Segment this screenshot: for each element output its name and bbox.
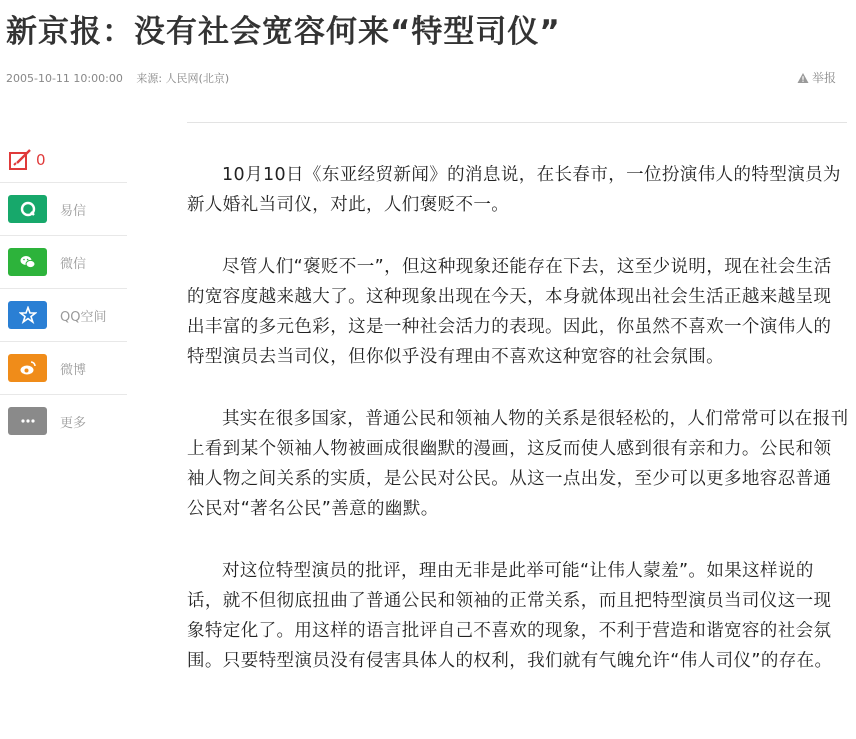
comment-count: 0	[36, 151, 46, 169]
article-paragraph: 对这位特型演员的批评，理由无非是此举可能“让伟人蒙羞”。如果这样说的话，就不但彻底扭曲了普通公民和领袖的正常关系，而且把特型演员当司仪这一现象特定化了。用这样的语言批评自己不喜欢的现象，不利于营造和谐宽容的社会氛围。只要特型演员没有侵害具体人的权利，我们就有气魄允许“伟人司仪”的存在。	[187, 561, 833, 671]
publish-date: 2005-10-11 10:00:00	[6, 72, 123, 85]
share-weibo[interactable]	[0, 342, 127, 395]
qzone-star-icon	[8, 301, 47, 329]
comment-edit-icon	[8, 147, 34, 173]
yixin-icon	[8, 195, 47, 223]
share-sidebar	[0, 138, 127, 447]
comment-button[interactable]	[0, 138, 127, 183]
share-qzone[interactable]	[0, 289, 127, 342]
article-meta	[6, 70, 239, 86]
share-wechat[interactable]	[0, 236, 127, 289]
share-label: 更多	[60, 415, 87, 431]
article-paragraph: 尽管人们“褒贬不一”，但这种现象还能存在下去，这至少说明，现在社会生活的宽容度越来越大了。这种现象出现在今天，本身就体现出社会生活正越来越呈现出丰富的多元色彩，这是一种社会活力的表现。因此，你虽然不喜欢一个演伟人的特型演员去当司仪，但你似乎没有理由不喜欢这种宽容的社会氛围。	[187, 257, 832, 367]
weibo-icon	[8, 354, 47, 382]
article-paragraph: 其实在很多国家，普通公民和领袖人物的关系是很轻松的，人们常常可以在报刊上看到某个领袖人物被画成很幽默的漫画，这反而使人感到很有亲和力。公民和领袖人物之间关系的实质，是公民对公民。从这一点出发，至少可以更多地容忍普通公民对“著名公民”善意的幽默。	[187, 409, 849, 519]
title-divider	[187, 122, 847, 123]
wechat-icon	[8, 248, 47, 276]
more-dots-icon	[8, 407, 47, 435]
article-title: 新京报：没有社会宽容何来“特型司仪”	[6, 14, 561, 50]
article-source[interactable]: 来源: 人民网(北京)	[136, 72, 230, 85]
share-label: 微博	[60, 362, 87, 378]
article-body	[187, 160, 849, 708]
share-more[interactable]	[0, 395, 127, 447]
share-yixin[interactable]	[0, 183, 127, 236]
warning-icon	[797, 72, 809, 84]
report-button[interactable]	[797, 69, 836, 86]
article-paragraph: 10月10日《东亚经贸新闻》的消息说，在长春市，一位扮演伟人的特型演员为新人婚礼当司仪，对此，人们褒贬不一。	[187, 165, 841, 215]
share-label: QQ空间	[60, 309, 107, 325]
share-label: 易信	[60, 203, 87, 219]
share-label: 微信	[60, 256, 87, 272]
report-label: 举报	[811, 71, 836, 85]
